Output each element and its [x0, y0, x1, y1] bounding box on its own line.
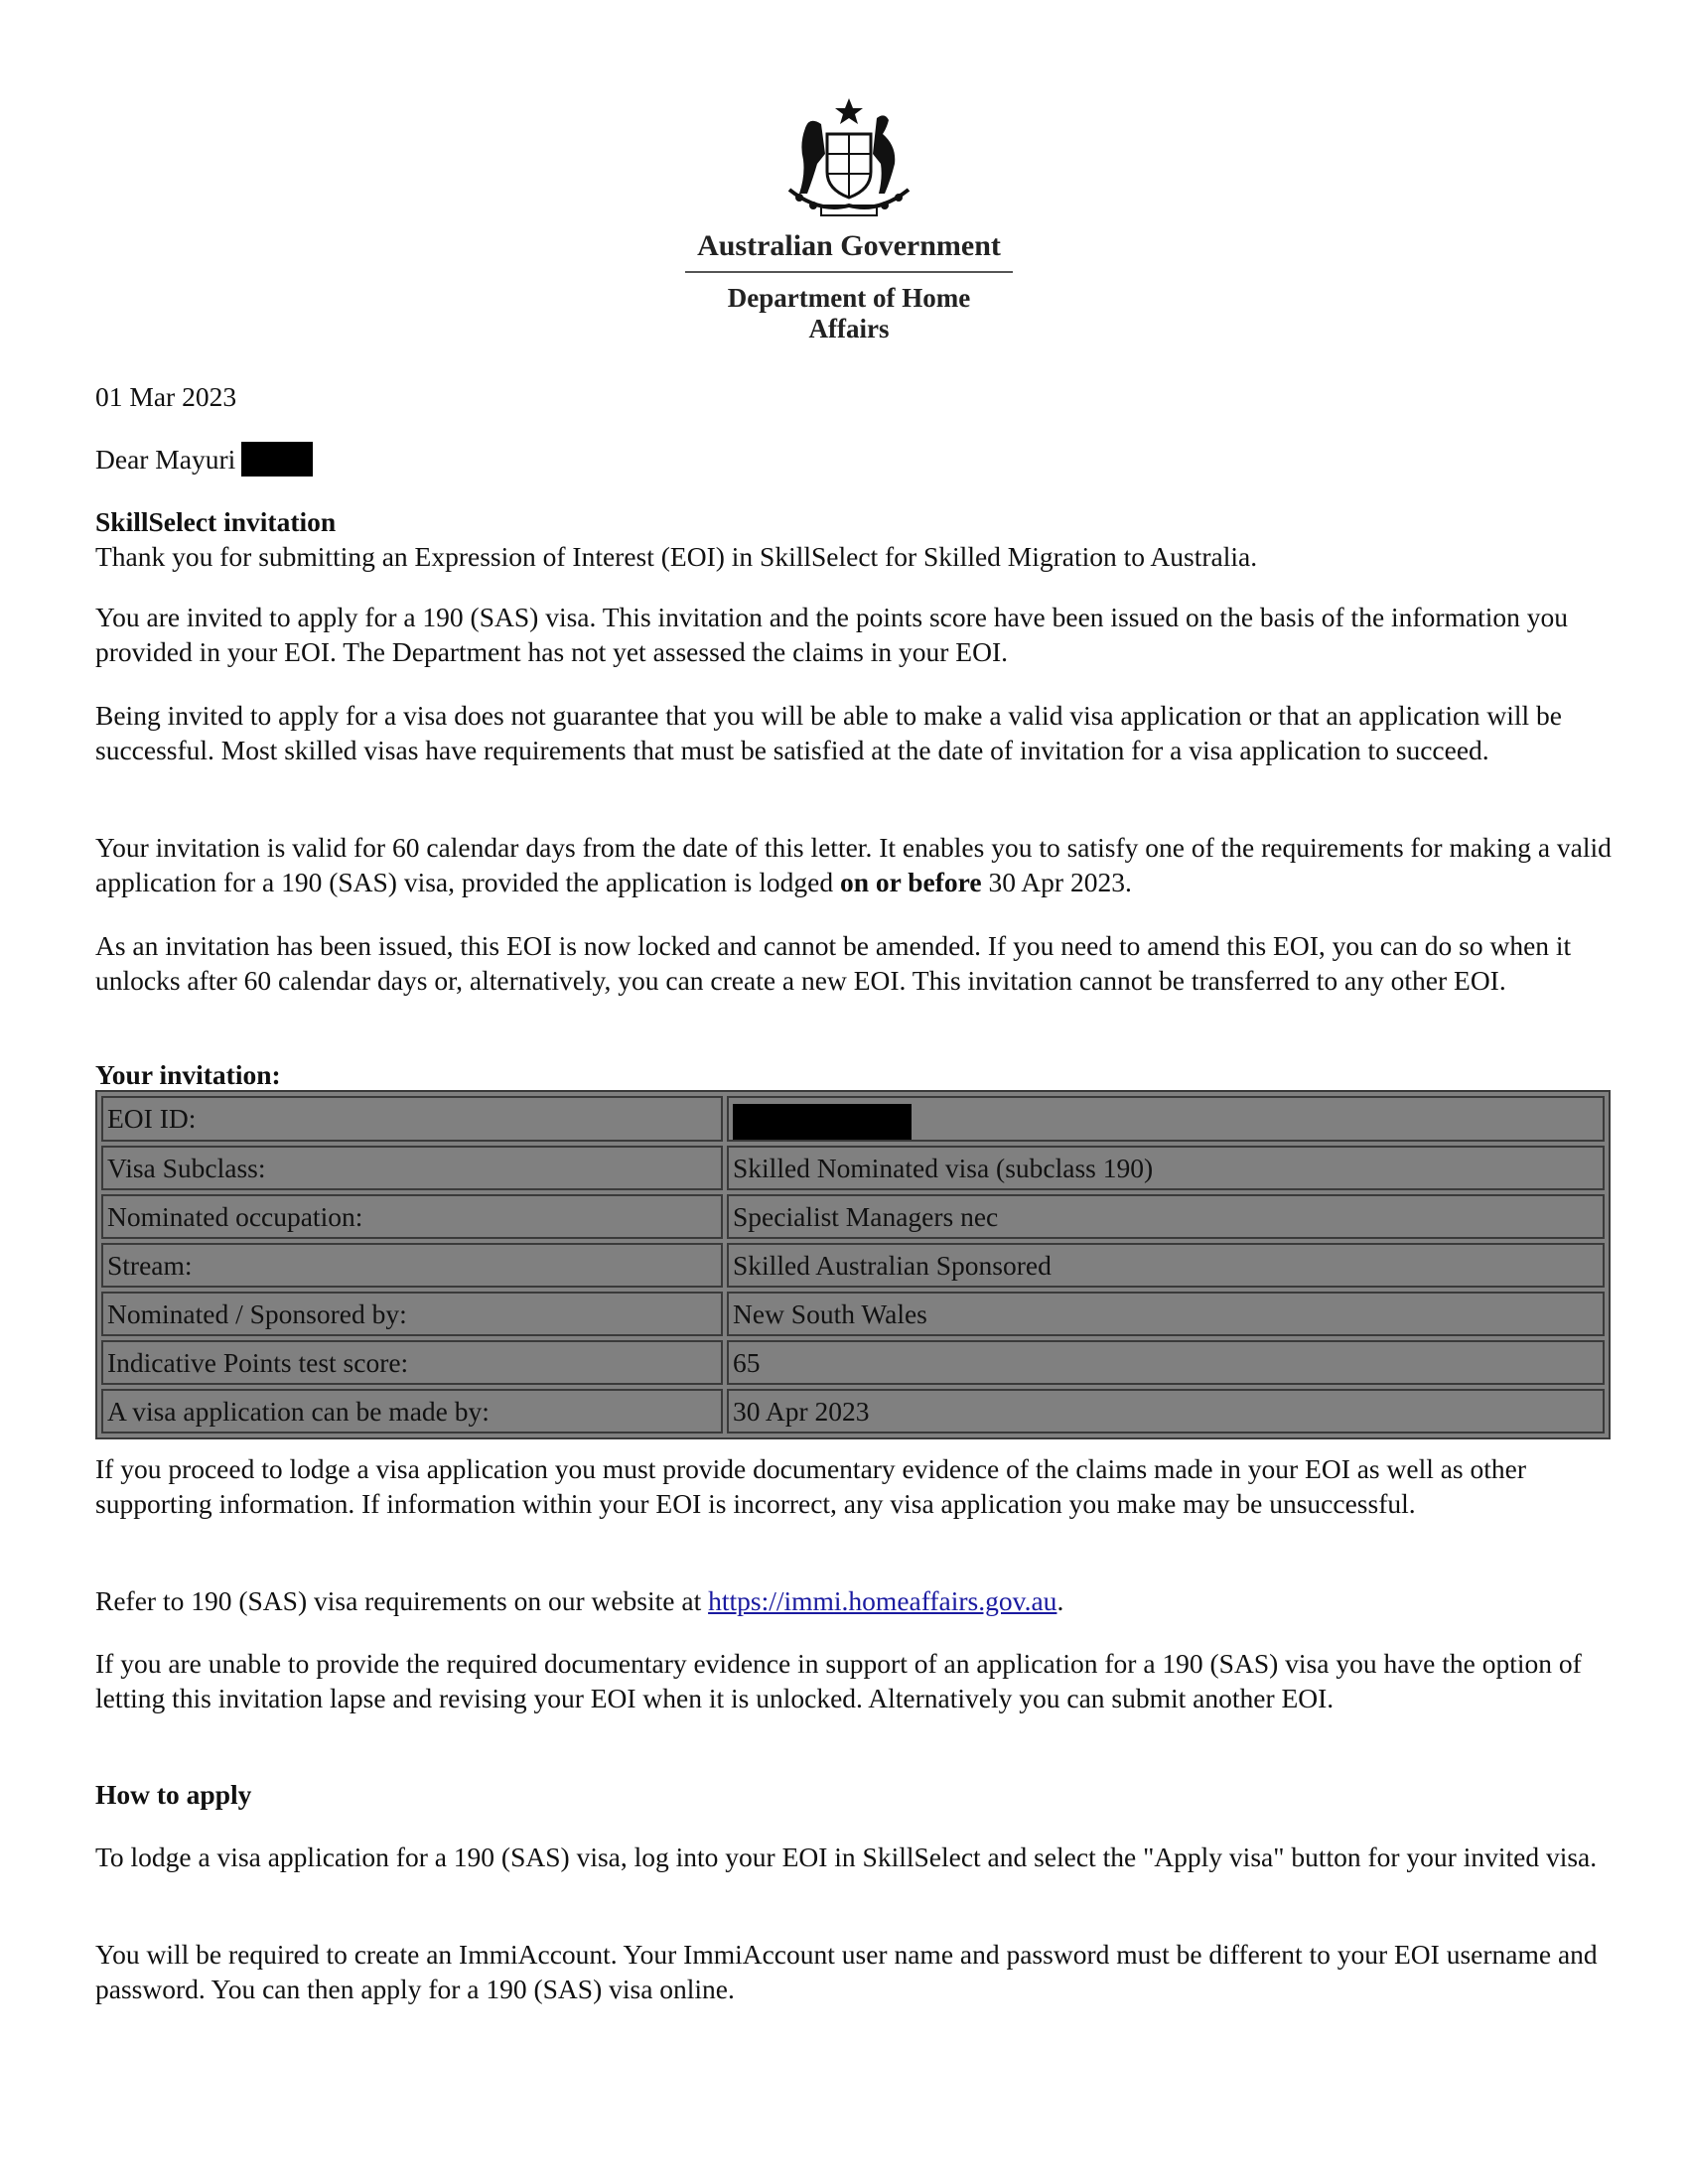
letterhead: [685, 94, 1013, 352]
row-label: EOI ID:: [101, 1096, 723, 1142]
table-row: [101, 1194, 1605, 1239]
paragraph-invited: You are invited to apply for a 190 (SAS) visa. This invitation and the points score have been issued on the basis of the information you provided in your EOI. The Department has not yet assessed the claims in your EOI.: [95, 602, 1568, 667]
invitation-table: [95, 1090, 1611, 1439]
paragraph-unable: If you are unable to provide the required documentary evidence in support of an application for a 190 (SAS) visa you have the option of letting this invitation lapse and revising your EOI when it is unlocked. Alternatively you can submit another EOI.: [95, 1648, 1582, 1713]
validity-text-b: 30 Apr 2023.: [981, 867, 1132, 897]
redacted-eoi-id: [733, 1104, 912, 1140]
table-row: [101, 1243, 1605, 1288]
row-value: Specialist Managers nec: [727, 1194, 1605, 1239]
greeting: [95, 442, 313, 477]
paragraph-immiaccount: You will be required to create an ImmiAccount. Your ImmiAccount user name and password must be different to your EOI username and password. You can then apply for a 190 (SAS) visa online.: [95, 1939, 1598, 2004]
paragraph-locked: As an invitation has been issued, this EOI is now locked and cannot be amended. If you need to amend this EOI, you can do so when it unlocks after 60 calendar days or, alternatively, you can create a new EOI. This invitation cannot be transferred to any other EOI.: [95, 930, 1572, 996]
row-value: 65: [727, 1340, 1605, 1385]
intro-section: [95, 504, 1615, 574]
paragraph-guarantee: Being invited to apply for a visa does not guarantee that you will be able to make a valid visa application or that an application will be successful. Most skilled visas have requirements that must be satisfied at the date of invitation for a visa application to succeed.: [95, 700, 1562, 765]
row-value: Skilled Australian Sponsored: [727, 1243, 1605, 1288]
letterhead-divider: [685, 271, 1013, 273]
government-name: Australian Government: [697, 229, 1001, 262]
row-value: 30 Apr 2023: [727, 1389, 1605, 1433]
how-to-apply-heading: How to apply: [95, 1779, 252, 1810]
table-row: [101, 1340, 1605, 1385]
paragraph-evidence: If you proceed to lodge a visa application you must provide documentary evidence of the claims made in your EOI as well as other supporting information. If information within your EOI is incorrect, any visa application you make may be unsuccessful.: [95, 1453, 1527, 1519]
redacted-surname: [241, 442, 313, 477]
row-label: Stream:: [101, 1243, 723, 1288]
row-value: Skilled Nominated visa (subclass 190): [727, 1146, 1605, 1190]
paragraph-validity: [95, 830, 1615, 899]
refer-text: Refer to 190 (SAS) visa requirements on our website at: [95, 1585, 709, 1616]
eoi-id-value: [727, 1096, 1605, 1142]
invitation-heading: Your invitation:: [95, 1059, 281, 1090]
table-row: [101, 1096, 1605, 1142]
greeting-text: Dear Mayuri: [95, 444, 236, 475]
validity-text-a: Your invitation is valid for 60 calendar days from the date of this letter. It enables you to satisfy one of the requirements for making a valid application for a 190 (SAS) visa, provided the application is lodged: [95, 832, 1612, 897]
row-label: Nominated occupation:: [101, 1194, 723, 1239]
row-label: Nominated / Sponsored by:: [101, 1292, 723, 1336]
refer-text-end: .: [1056, 1585, 1064, 1616]
validity-bold: on or before: [839, 867, 982, 897]
coat-of-arms-icon: [770, 94, 928, 223]
table-row: [101, 1389, 1605, 1433]
table-row: [101, 1292, 1605, 1336]
department-name: Department of Home Affairs: [727, 283, 971, 343]
table-row: [101, 1146, 1605, 1190]
paragraph-lodge: To lodge a visa application for a 190 (SAS) visa, log into your EOI in SkillSelect and select the "Apply visa" button for your invited visa.: [95, 1842, 1598, 1872]
letter-heading: SkillSelect invitation: [95, 506, 337, 537]
paragraph-refer: [95, 1583, 1615, 1618]
row-label: Visa Subclass:: [101, 1146, 723, 1190]
row-label: A visa application can be made by:: [101, 1389, 723, 1433]
intro-paragraph: Thank you for submitting an Expression of Interest (EOI) in SkillSelect for Skilled Migration to Australia.: [95, 541, 1258, 572]
row-value: New South Wales: [727, 1292, 1605, 1336]
letter-date: 01 Mar 2023: [95, 381, 237, 412]
row-label: Indicative Points test score:: [101, 1340, 723, 1385]
immi-website-link[interactable]: https://immi.homeaffairs.gov.au: [708, 1585, 1057, 1616]
